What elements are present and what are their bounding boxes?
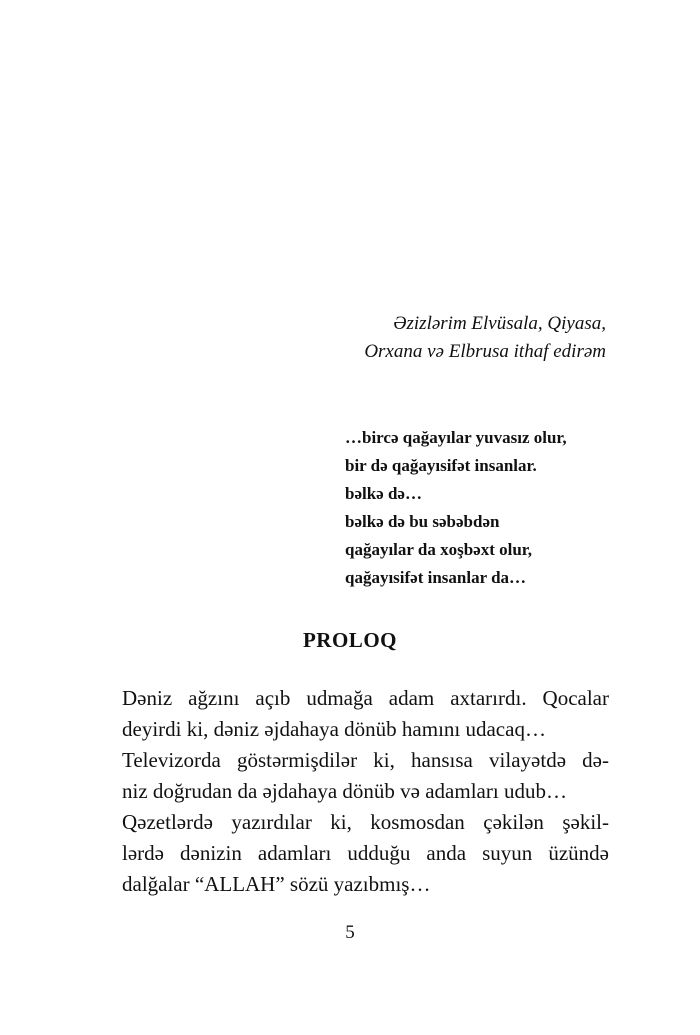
page-number: 5: [345, 922, 355, 943]
body-line: Televizorda göstərmişdilər ki, hansısa vilayətdə də-: [122, 748, 609, 772]
body-line: niz doğrudan da əjdahaya dönüb və adamları udub…: [122, 779, 567, 803]
body-line: deyirdi ki, dəniz əjdahaya dönüb hamını udacaq…: [122, 717, 546, 741]
dedication-line: Orxana və Elbrusa ithaf edirəm: [364, 341, 606, 362]
epigraph-line: qağayılar da xoşbəxt olur,: [345, 540, 533, 559]
epigraph-line: qağayısifət insanlar da…: [345, 568, 527, 587]
epigraph-line: bəlkə də bu səbəbdən: [345, 512, 500, 531]
epigraph: [345, 424, 567, 592]
body-line: dalğalar “ALLAH” sözü yazıbmış…: [122, 872, 431, 896]
dedication: [364, 310, 606, 366]
chapter-heading: PROLOQ: [302, 628, 397, 652]
body-line: lərdə dənizin adamları udduğu anda suyun üzündə: [122, 841, 609, 865]
body-text: [122, 683, 609, 900]
dedication-line: Əzizlərim Elvüsala, Qiyasa,: [393, 313, 606, 334]
body-line: Dəniz ağzını açıb udmağa adam axtarırdı. Qocalar: [122, 686, 609, 710]
epigraph-line: bir də qağayısifət insanlar.: [345, 456, 537, 475]
epigraph-line: bəlkə də…: [345, 484, 422, 503]
epigraph-line: …bircə qağayılar yuvasız olur,: [345, 428, 567, 447]
body-line: Qəzetlərdə yazırdılar ki, kosmosdan çəkilən şəkil-: [122, 810, 609, 834]
